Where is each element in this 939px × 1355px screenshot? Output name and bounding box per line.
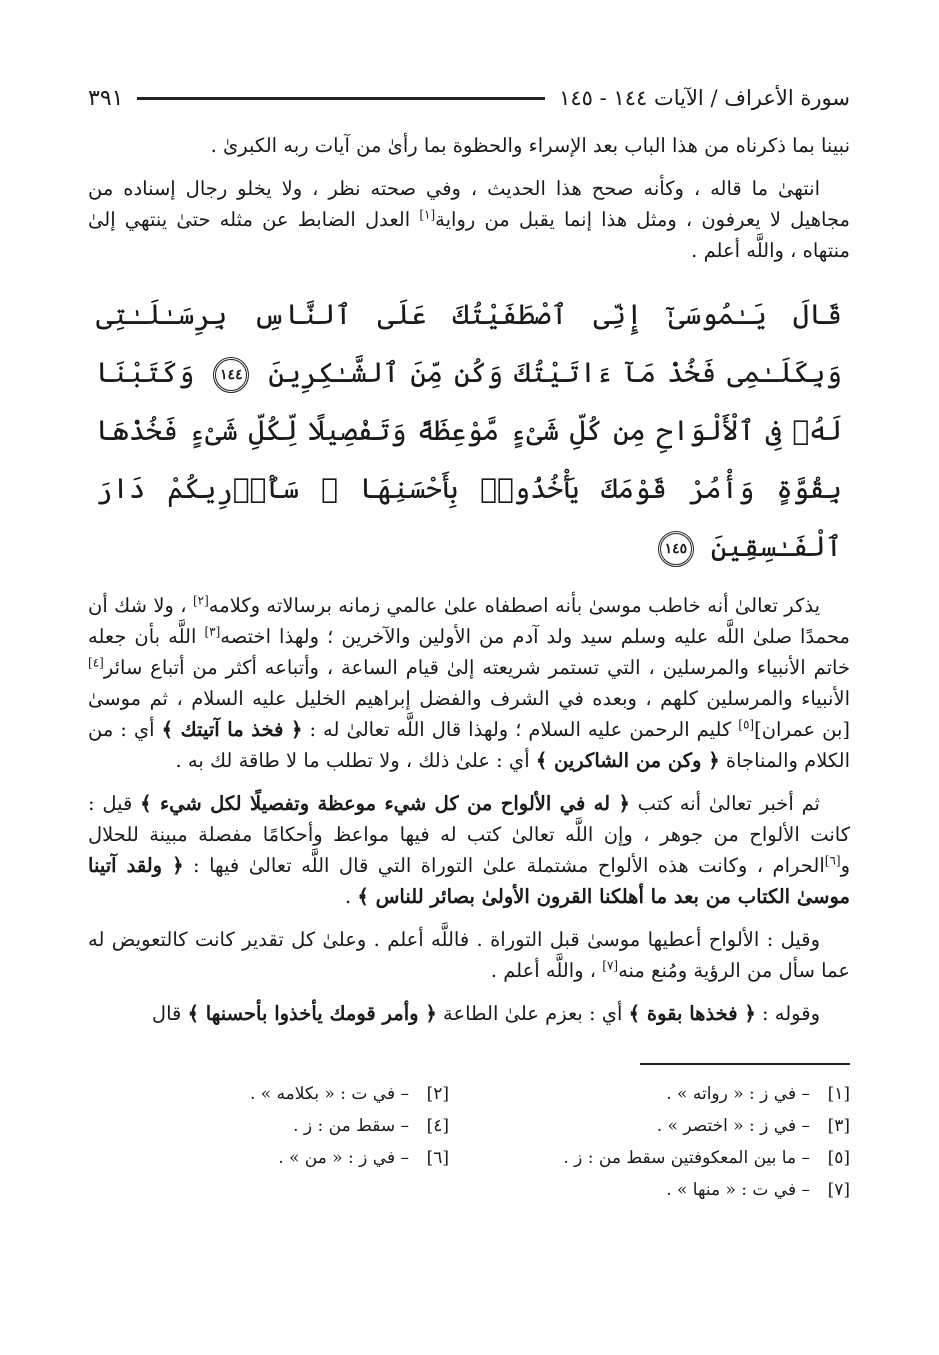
page	[88, 78, 850, 1205]
footnote-number: [٤]	[426, 1116, 449, 1136]
p3-text-5: كليم الرحمن عليه السلام ؛ ولهذا قال اللَّه تعالىٰ له :	[302, 718, 739, 741]
footnote-ref-3[interactable]: [٣]	[204, 624, 221, 639]
paragraph-2-text-b: العدل الضابط عن مثله حتىٰ ينتهي إلىٰ منتهاه ، واللَّه أعلم .	[88, 208, 850, 262]
footnote-text: – سقط من : ز .	[293, 1116, 409, 1136]
footnote-text: – في ت : « بكلامه » .	[249, 1084, 409, 1104]
p6-text-2: أي : بعزم علىٰ الطاعة	[436, 1002, 629, 1025]
footnote-3	[489, 1111, 850, 1141]
paragraph-2-text-a: انتهىٰ ما قاله ، وكأنه صحح هذا الحديث ، وفي صحته نظر ، ولا يخلو رجال إسناده من مجاهيل لا يعرفون ، ومثل هذا إنما يقبل من رواية	[88, 177, 851, 231]
p3-text-3: اللَّه بأن جعله خاتم الأنبياء والمرسلين ، التي تستمر شريعته إلىٰ قيام الساعة ، وأتباعه أكثر من أتباع سائر	[88, 625, 850, 679]
p3-quote-2: ﴿ وكن من الشاكرين ﴾	[535, 749, 720, 772]
p4-quote-2: ﴿ ولقد آتينا موسىٰ الكتاب من بعد ما أهلكنا القرون الأولىٰ بصائر للناس ﴾	[88, 854, 850, 908]
p3-text-6: أي : من الكلام والمناجاة	[88, 718, 850, 772]
p4-text-4: .	[344, 885, 358, 908]
quran-verses	[88, 286, 850, 576]
paragraph-1: نبينا بما ذكرناه من هذا الباب بعد الإسراء والحظوة بما رأىٰ من آيات ربه الكبرىٰ .	[210, 134, 850, 157]
footnote-5	[489, 1143, 850, 1173]
paragraph-6	[88, 998, 850, 1029]
footnote-ref-5[interactable]: [٥]	[738, 717, 755, 732]
header-rule	[137, 97, 545, 100]
footnote-4	[88, 1111, 449, 1141]
p3-text-7: أي : علىٰ ذلك ، ولا تطلب ما لا طاقة لك به .	[175, 749, 536, 772]
footnote-text: – في ز : « اختصر » .	[656, 1116, 810, 1136]
footnote-text: – في ز : « من » .	[278, 1148, 409, 1168]
footnote-6	[88, 1143, 449, 1173]
p5-text-1: وقيل : الألواح أعطيها موسىٰ قبل التوراة . فاللَّه أعلم . وعلىٰ كل تقدير كانت كالتعويض له عما سأل من الرؤية ومُنع منه	[88, 928, 850, 982]
ayah-marker-144: ١٤٤	[213, 357, 249, 393]
footnote-ref-6[interactable]: [٦]	[824, 853, 841, 868]
footnote-separator	[640, 1063, 850, 1065]
footnote-text: – في ز : « رواته » .	[666, 1084, 810, 1104]
footnote-number: [٥]	[827, 1148, 850, 1168]
p6-quote-2: ﴿ وأمر قومك يأخذوا بأحسنها ﴾	[187, 1002, 437, 1025]
p3-text-4: الأنبياء والمرسلين كلهم ، وبعده في الشرف والفضل إبراهيم الخليل عليه السلام ، ثم موسىٰ [بن عمران]	[88, 687, 851, 741]
running-header	[88, 78, 850, 118]
p6-quote-1: ﴿ فخذها بقوة ﴾	[628, 1002, 756, 1025]
p5-text-2: ، واللَّه أعلم .	[490, 959, 603, 982]
footnote-number: [٧]	[827, 1180, 850, 1200]
footnote-ref-7[interactable]: [٧]	[602, 958, 619, 973]
footnote-number: [٢]	[426, 1084, 449, 1104]
paragraph-4	[88, 788, 850, 912]
footnote-7	[489, 1175, 850, 1205]
p4-text-3: الحرام ، وكانت هذه الألواح مشتملة علىٰ التوراة التي قال اللَّه تعالىٰ فيها :	[183, 854, 825, 877]
verse-145-text: وَكَتَبْنَا لَهُۥ فِى ٱلْأَلْوَاحِ مِن كُلِّ شَىْءٍ مَّوْعِظَةً وَتَفْصِيلًا لِّكُلِّ شَىْءٍ فَخُذْهَا بِقُوَّةٍ وَأْمُرْ قَوْمَكَ يَأْخُذُوا۟ بِأَحْسَنِهَا ۚ سَأُو۟رِيكُمْ دَارَ ٱلْفَـٰسِقِينَ	[96, 356, 842, 563]
footnote-ref-4[interactable]: [٤]	[88, 655, 104, 670]
p4-quote-1: ﴿ له في الألواح من كل شيء موعظة وتفصيلًا لكل شيء ﴾	[140, 792, 630, 815]
footnote-ref-2[interactable]: [٢]	[192, 593, 209, 608]
footnote-number: [١]	[827, 1084, 850, 1104]
footnote-number: [٣]	[827, 1116, 850, 1136]
p3-text-2: ، ولا شك أن محمدًا صلىٰ اللَّه عليه وسلم سيد ولد آدم من الأولين والآخرين ؛ ولهذا اختصه	[88, 594, 850, 648]
page-number: ٣٩١	[88, 85, 124, 111]
footnote-number: [٦]	[426, 1148, 449, 1168]
footnote-text: – في ت : « منها » .	[666, 1180, 810, 1200]
footnotes	[88, 1079, 850, 1205]
footnote-text: – ما بين المعكوفتين سقط من : ز .	[563, 1148, 810, 1168]
p3-quote-1: ﴿ فخذ ما آتيتك ﴾	[161, 718, 303, 741]
p6-text-1: وقوله :	[755, 1002, 820, 1025]
p6-text-3: قال	[151, 1002, 188, 1025]
verse-144-text: قَالَ يَـٰمُوسَىٰٓ إِنِّى ٱصْطَفَيْتُكَ عَلَى ٱلنَّاسِ بِرِسَـٰلَـٰتِى وَبِكَلَـٰمِى فَخُذْ مَآ ءَاتَيْتُكَ وَكُن مِّنَ ٱلشَّـٰكِرِينَ	[96, 298, 842, 389]
footnote-2	[88, 1079, 449, 1109]
paragraph-2	[88, 173, 850, 266]
paragraph-5	[88, 924, 850, 986]
p3-text-1: يذكر تعالىٰ أنه خاطب موسىٰ بأنه اصطفاه علىٰ عالمي زمانه برسالاته وكلامه	[208, 594, 820, 617]
header-title: سورة الأعراف / الآيات ١٤٤ - ١٤٥	[559, 86, 850, 110]
ayah-marker-145: ١٤٥	[658, 531, 694, 567]
footnote-1	[489, 1079, 850, 1109]
p4-text-2: قيل : كانت الألواح من جوهر ، وإن اللَّه تعالىٰ كتب له فيها مواعظ وأحكامًا مفصلة مبينة للحلال و	[88, 792, 850, 877]
paragraph-3	[88, 590, 850, 776]
p4-text-1: ثم أخبر تعالىٰ أنه كتب	[629, 792, 820, 815]
footnote-ref-1[interactable]: [١]	[419, 207, 436, 222]
